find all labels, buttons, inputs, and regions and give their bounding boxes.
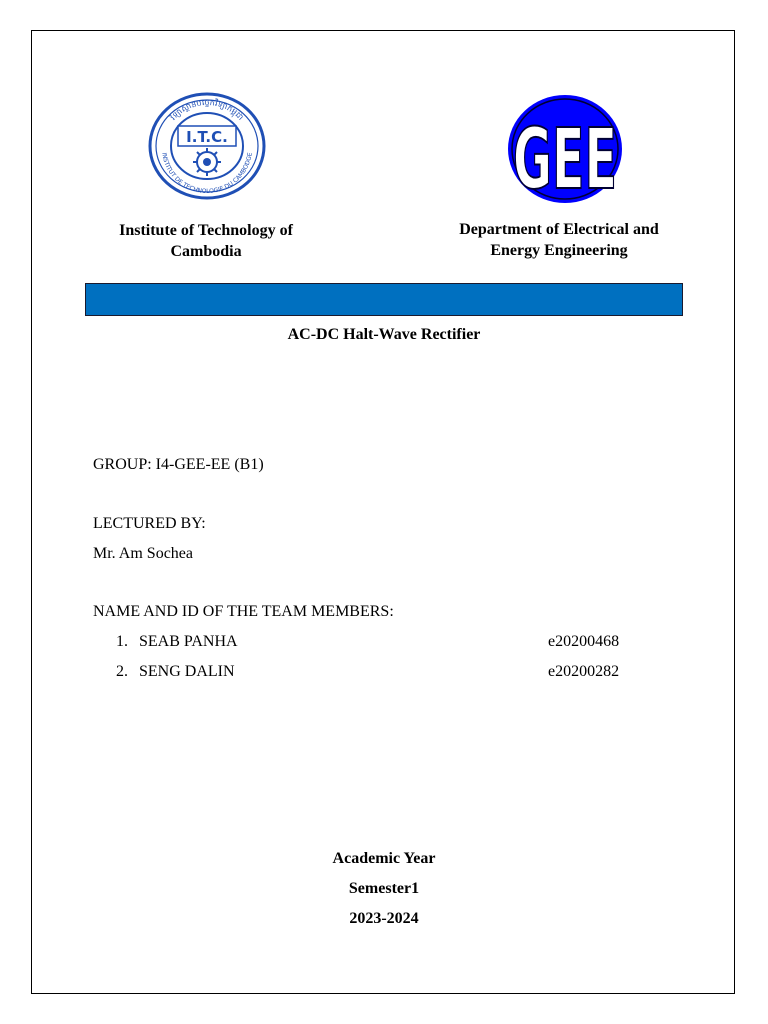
institute-name-line2: Cambodia: [170, 243, 242, 260]
lecturer-heading: LECTURED BY:: [93, 515, 206, 532]
group-label: GROUP: I4-GEE-EE (B1): [93, 456, 264, 473]
department-name-line2: Energy Engineering: [490, 242, 628, 259]
institute-name-line1: Institute of Technology of: [119, 222, 293, 239]
semester-label: Semester1: [348, 880, 420, 897]
year-range: 2023-2024: [349, 910, 419, 927]
gee-logo-text: GEE: [513, 110, 617, 208]
gee-logo: [505, 92, 625, 206]
member-name: SEAB PANHA: [139, 633, 238, 650]
member-name: SENG DALIN: [139, 663, 235, 680]
member-number: 2.: [116, 663, 128, 680]
member-number: 1.: [116, 633, 128, 650]
members-heading: NAME AND ID OF THE TEAM MEMBERS:: [93, 603, 394, 620]
institute-name: [90, 220, 322, 262]
member-id: e20200282: [548, 663, 620, 680]
academic-year-label: Academic Year: [332, 850, 436, 867]
department-name-line1: Department of Electrical and: [459, 221, 659, 238]
header-divider-bar: [85, 283, 683, 316]
document-title: AC-DC Halt-Wave Rectifier: [287, 326, 481, 343]
department-name: [432, 219, 686, 261]
lecturer-name: Mr. Am Sochea: [93, 545, 193, 562]
itc-ring-text-fr: INSTITUT DE TECHNOLOGIE DU CAMBODGE: [160, 152, 254, 196]
member-id: e20200468: [548, 633, 620, 650]
itc-ring-text: វិទ្យាស្ថានបច្ចេកវិទ្យាកម្ពុជា: [168, 97, 246, 122]
itc-center-text: I.T.C.: [186, 128, 228, 146]
itc-logo: [148, 92, 266, 200]
